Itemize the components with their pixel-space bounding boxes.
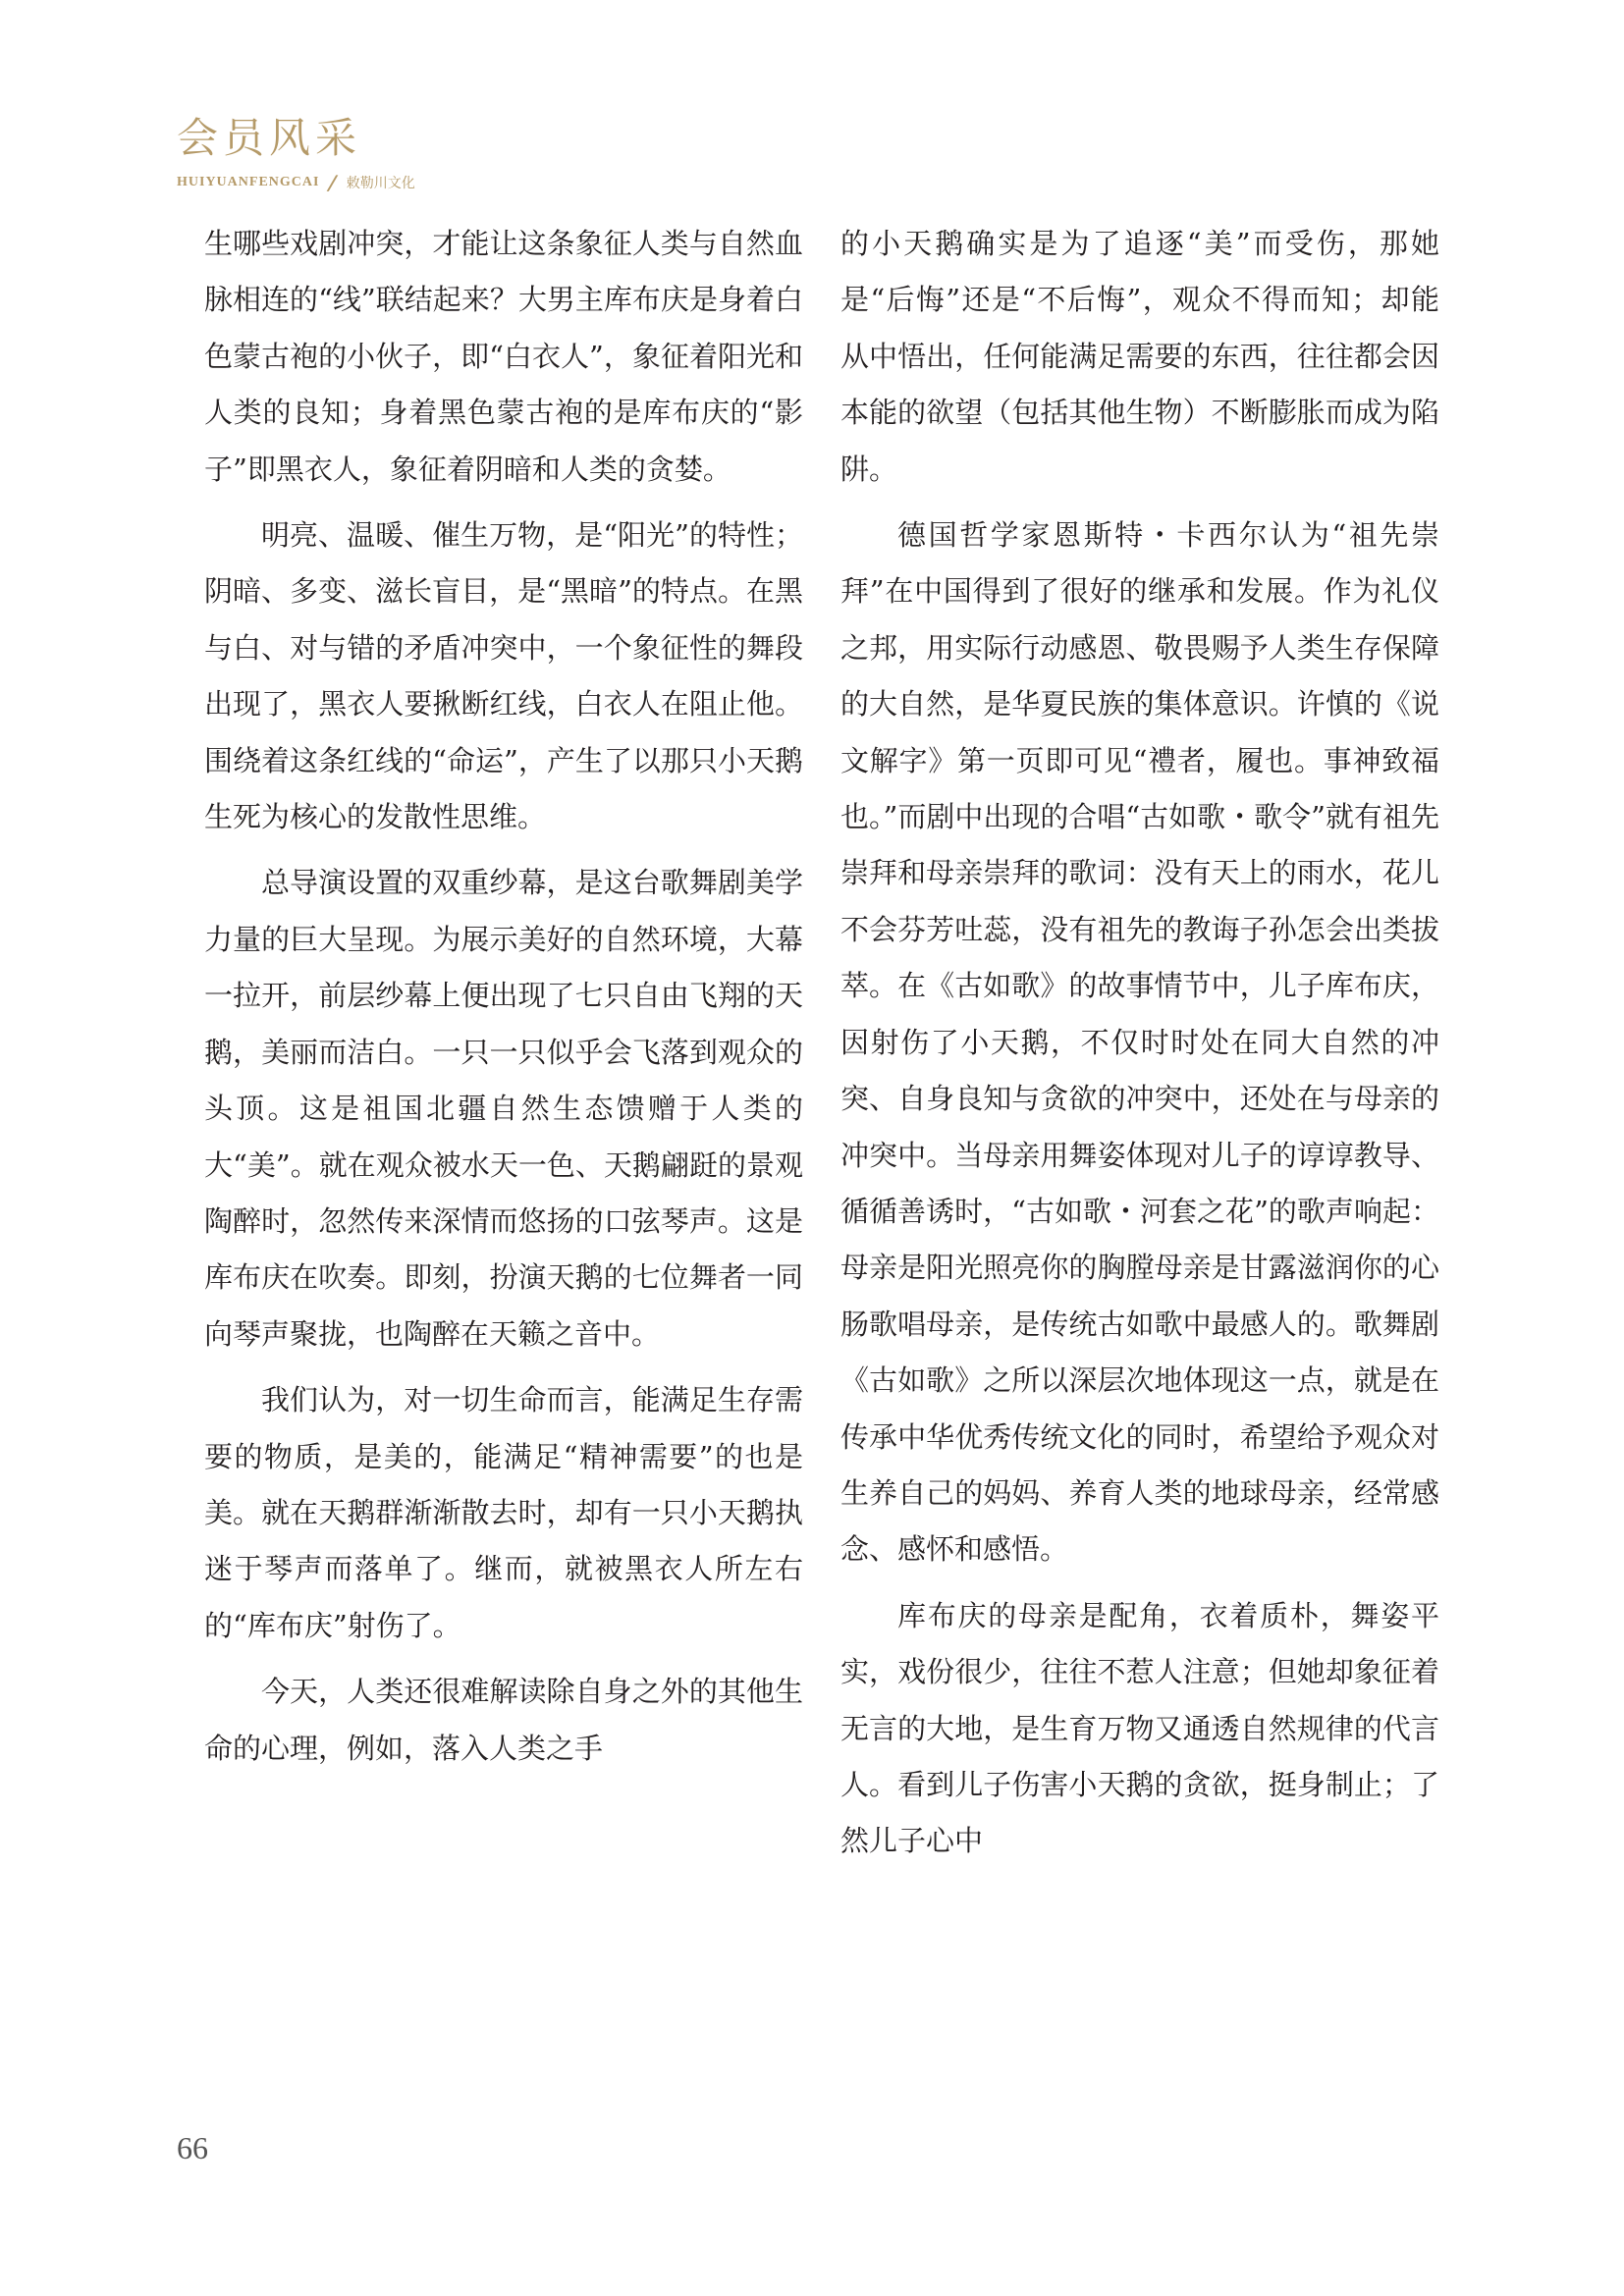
left-text-column	[204, 216, 803, 1787]
paragraph: 库布庆的母亲是配角，衣着质朴，舞姿平实，戏份很少，往往不惹人注意；但她却象征着无言的大地，是生育万物又通透自然规律的代言人。看到儿子伤害小天鹅的贪欲，挺身制止；了然儿子心中	[840, 1598, 1439, 1858]
paragraph: 的小天鹅确实是为了追逐“美”而受伤，那她是“后悔”还是“不后悔”，观众不得而知；却能从中悟出，任何能满足需要的东西，往往都会因本能的欲望（包括其他生物）不断膨胀而成为陷阱。	[840, 227, 1439, 486]
paragraph: 德国哲学家恩斯特・卡西尔认为“祖先崇拜”在中国得到了很好的继承和发展。作为礼仪之邦，用实际行动感恩、敬畏赐予人类生存保障的大自然，是华夏民族的集体意识。许慎的《说文解字》第一页即可见“禮者，履也。事神致福也。”而剧中出现的合唱“古如歌・歌令”就有祖先崇拜和母亲崇拜的歌词：没有天上的雨水，花儿不会芬芳吐蕊，没有祖先的教诲子孙怎会出类拔萃。在《古如歌》的故事情节中，儿子库布庆，因射伤了小天鹅，不仅时时处在同大自然的冲突、自身良知与贪欲的冲突中，还处在与母亲的冲突中。当母亲用舞姿体现对儿子的谆谆教导、循循善诱时，“古如歌・河套之花”的歌声响起：母亲是阳光照亮你的胸膛母亲是甘露滋润你的心肠歌唱母亲，是传统古如歌中最感人的。歌舞剧《古如歌》之所以深层次地体现这一点，就是在传承中华优秀传统文化的同时，希望给予观众对生养自己的妈妈、养育人类的地球母亲，经常感念、感怀和感悟。	[840, 518, 1439, 1567]
paragraph: 今天，人类还很难解读除自身之外的其他生命的心理，例如，落入人类之手	[204, 1675, 803, 1765]
paragraph: 生哪些戏剧冲突，才能让这条象征人类与自然血脉相连的“线”联结起来？大男主库布庆是身着白色蒙古袍的小伙子，即“白衣人”，象征着阳光和人类的良知；身着黑色蒙古袍的是库布庆的“影子”即黑衣人，象征着阴暗和人类的贪婪。	[204, 227, 803, 486]
page-number: 66	[177, 2130, 208, 2165]
right-text-column	[840, 216, 1439, 1880]
section-header	[177, 114, 415, 194]
section-subtitle	[177, 171, 415, 194]
separator-slash: /	[326, 171, 340, 194]
paragraph: 总导演设置的双重纱幕，是这台歌舞剧美学力量的巨大呈现。为展示美好的自然环境，大幕一拉开，前层纱幕上便出现了七只自由飞翔的天鹅，美丽而洁白。一只一只似乎会飞落到观众的头顶。这是祖国北疆自然生态馈赠于人类的大“美”。就在观众被水天一色、天鹅翩跹的景观陶醉时，忽然传来深情而悠扬的口弦琴声。这是库布庆在吹奏。即刻，扮演天鹅的七位舞者一同向琴声聚拢，也陶醉在天籁之音中。	[204, 866, 803, 1351]
section-subtitle-chinese: 敕勒川文化	[346, 176, 415, 191]
section-subtitle-pinyin: HUIYUANFENGCAI	[177, 175, 320, 189]
section-title: 会员风采	[177, 114, 362, 162]
paragraph: 我们认为，对一切生命而言，能满足生存需要的物质，是美的，能满足“精神需要”的也是美。就在天鹅群渐渐散去时，却有一只小天鹅执迷于琴声而落单了。继而，就被黑衣人所左右的“库布庆”射伤了。	[204, 1383, 803, 1642]
paragraph: 明亮、温暖、催生万物，是“阳光”的特性；阴暗、多变、滋长盲目，是“黑暗”的特点。在黑与白、对与错的矛盾冲突中，一个象征性的舞段出现了，黑衣人要揪断红线，白衣人在阻止他。围绕着这条红线的“命运”，产生了以那只小天鹅生死为核心的发散性思维。	[204, 518, 803, 834]
